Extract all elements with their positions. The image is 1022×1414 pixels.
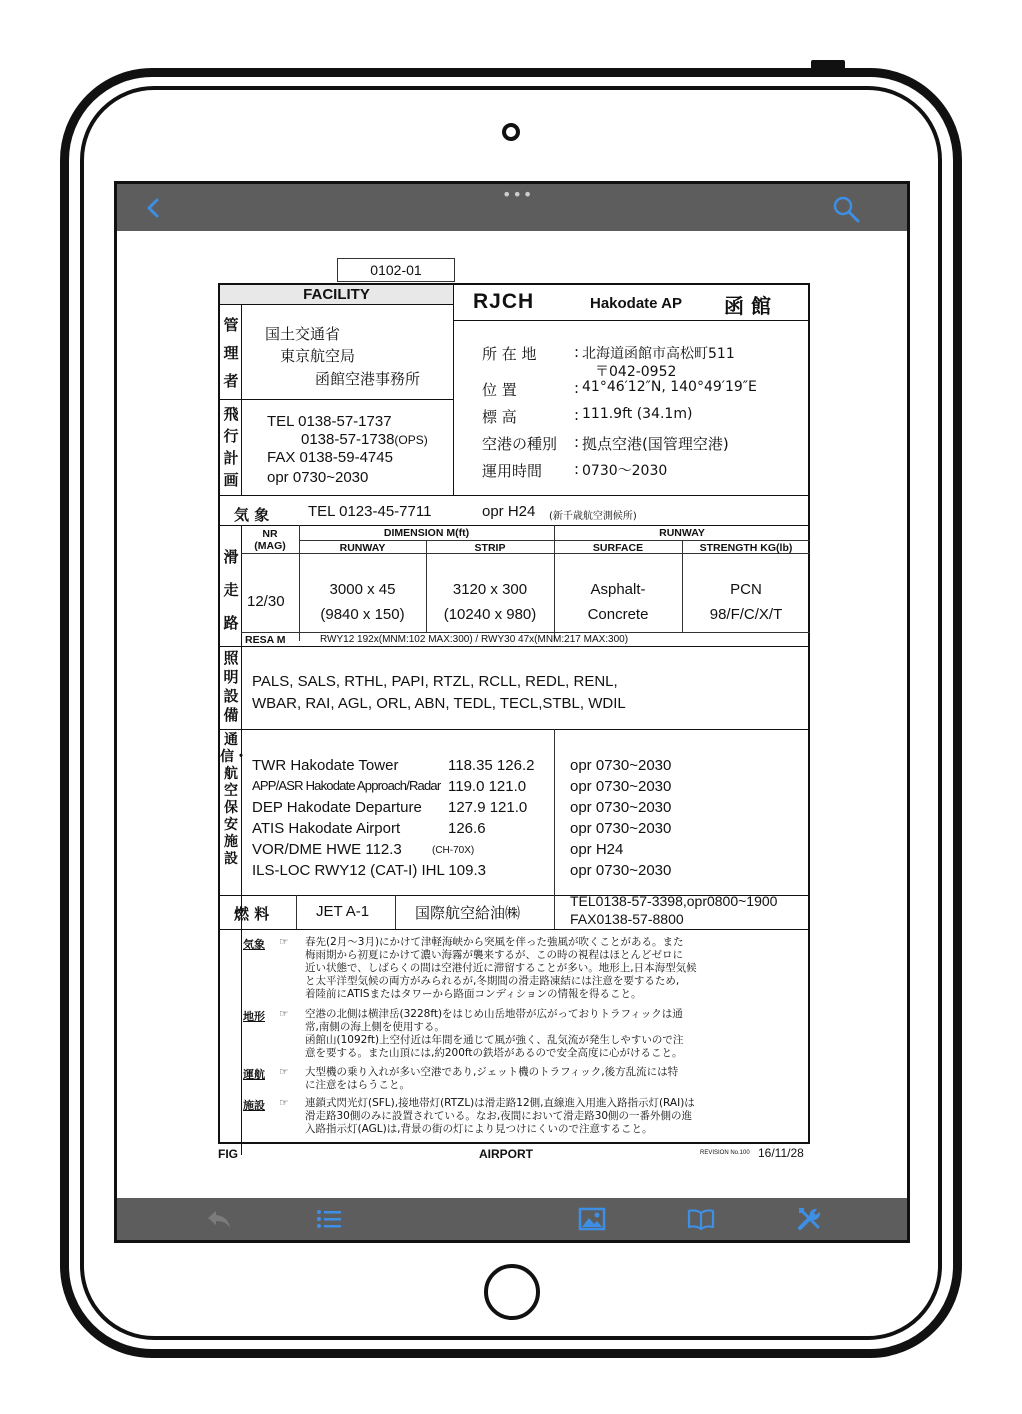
note-tag-facilities: 施設 bbox=[243, 1099, 265, 1112]
facility-header: FACILITY bbox=[303, 286, 370, 303]
col-surface: SURFACE bbox=[592, 542, 644, 554]
comms-row-4-opr: opr H24 bbox=[570, 841, 624, 858]
hours: 0730〜2030 bbox=[582, 463, 668, 479]
strength-line2: 98/F/C/X/T bbox=[709, 606, 783, 623]
airport-name: Hakodate AP bbox=[590, 295, 682, 312]
comms-row-3-freq: 126.6 bbox=[448, 820, 486, 837]
note-pointer-icon: ☞ bbox=[279, 1008, 289, 1020]
comms-row-3-opr: opr 0730~2030 bbox=[570, 820, 672, 837]
lighting-line1: PALS, SALS, RTHL, PAPI, RTZL, RCLL, REDL, RENL, bbox=[252, 673, 618, 690]
fuel-company: 国際航空給油㈱ bbox=[415, 904, 521, 922]
comms-row-3-name: ATIS Hakodate Airport bbox=[252, 820, 401, 837]
col-strip: STRIP bbox=[474, 542, 506, 554]
strip-dimension: 3120 x 300 bbox=[452, 581, 528, 598]
flight-plan-fax: 0138-59-4745 bbox=[299, 449, 393, 466]
surface-line2: Concrete bbox=[587, 606, 649, 623]
resa-label: RESA M bbox=[245, 634, 286, 646]
airport-document: 0102-01 FACILITY RJCH Hakodate AP 函 館 管理者 国土交通省 東京航空局 函館空港事務所 飛行計画 TEL 0138-57-1737 0138-57-1738(OPS) FAX 0138-59-4745 opr 0730~2030 所 在 地 : 北海道函館市高松町511 〒042-0952 位 置 : 41°46′12″N, 140°49′19″E 標 高 : 111.9ft (34.1m) 空港の種別 : 拠点空港(国管理空港) 運用時間 : 0730〜2030 気 象 TEL 0123-45-7711 opr H24 (新千歳航空測候所) 滑走路 NR (MAG) DIMENSION M(ft) RUNWAY RUNWAY STRIP SURFACE STRENGTH KG(lb) 12/30 3000 x 45 (9840 x 150) 3120 x 300 (10240 x 980) Asphalt- Concrete PCN 98/F/C/X/T RESA M RWY12 192x(MNM:102 MAX:300) / RWY30 47x(MNM:217 MAX:300) 照明設備 PALS, SALS, RTHL, PAPI, RTZL, RCLL, REDL, RENL, WBAR, RAI, AGL, ORL, ABN, TEDL, TECL,STBL, WDIL 通信・航空保安施設 TWR Hakodate Tower 118.35 126.2 opr 0730~2030 APP/ASR Hakodate Approach/Radar 119.0 121.0 opr 0730~2030 DEP Hakodate Departure 127.9 121.0 opr 0730~2030 ATIS Hakodate Airport 126.6 opr 0730~2030 VOR/DME HWE 112.3 (CH-70X) opr H24 ILS-LOC RWY12 (CAT-I) IHL 109.3 opr 0730~2030 燃 料 JET A-1 国際航空給油㈱ TEL0138-57-3398,opr0800~1900 FAX0138-57-8800 気象 ☞ 春先(2月〜3月)にかけて津軽海峡から突風を伴った強風が吹くことがある。また 梅雨期から初夏にかけて濃い海霧が襲来するが、この時の視程はほとんどゼロに 近い状態で、しばらくの間は空港付近に滞留することが多い。地形上,日本海型気候 と太平洋型気候の両方がみられるが,冬期間の滑走路凍結には注意を要するため, 着陸前にATISまたはタワーから路面コンディションの情報を得ること。 地形 ☞ 空港の北側は横津岳(3228ft)をはじめ山岳地帯が広がっておりトラフィックは通 常,南側の海上側を使用する。 函館山(1092ft)上空付近は年間を通じて風が強く、乱気流が発生しやすいので注 意を要する。また山頂には,約200ftの鉄塔があるので安全高度に心がけること。 運航 ☞ 大型機の乗り入れが多い空港であり,ジェット機のトラフィック,後方乱流には特 に注意をはらうこと。 施設 ☞ 連鎖式閃光灯(SFL),接地帯灯(RTZL)は滑走路12側,直線進入用進入路指示灯(RAI)は 滑走路30側のみに設置されている。なお,夜間において滑走路30側の一番外側の進 入路指示灯(AGL)は,背景の街の灯により見つけにくいので注意すること。 FIG AIRPORT REVISION No.100 16/11/28 bbox=[117, 231, 907, 1201]
strip-dimension-ft: (10240 x 980) bbox=[443, 606, 537, 623]
runway-nr: 12/30 bbox=[247, 593, 285, 610]
airport-name-jp: 函 館 bbox=[724, 294, 771, 318]
tools-icon[interactable] bbox=[796, 1206, 824, 1232]
elevation: 111.9ft (34.1m) bbox=[582, 406, 693, 422]
note-tag-operations: 運航 bbox=[243, 1068, 265, 1081]
list-icon[interactable] bbox=[315, 1206, 343, 1232]
screen bbox=[114, 181, 910, 1243]
note-operations: 大型機の乗り入れが多い空港であり,ジェット機のトラフィック,後方乱流には特 に注意をはらうこと。 bbox=[305, 1066, 679, 1091]
comms-row-2-freq: 127.9 121.0 bbox=[448, 799, 528, 816]
manager-line1: 国土交通省 bbox=[265, 325, 341, 343]
comms-row-2-name: DEP Hakodate Departure bbox=[252, 799, 422, 816]
col-nr: NR bbox=[262, 528, 278, 540]
address: 北海道函館市高松町511 bbox=[582, 346, 735, 362]
elevation-label: 標 高 bbox=[482, 408, 517, 426]
position: 41°46′12″N, 140°49′19″E bbox=[582, 379, 757, 395]
resa-values: RWY12 192x(MNM:102 MAX:300) / RWY30 47x(MNM:217 MAX:300) bbox=[320, 634, 629, 645]
col-dimension: DIMENSION M(ft) bbox=[383, 527, 470, 539]
drag-grip[interactable]: ••• bbox=[502, 185, 534, 204]
note-pointer-icon: ☞ bbox=[279, 936, 289, 948]
surface-line1: Asphalt- bbox=[590, 581, 646, 598]
front-camera bbox=[502, 123, 520, 141]
col-runway-group: RUNWAY bbox=[659, 527, 705, 539]
top-toolbar bbox=[117, 184, 907, 231]
postal-code: 〒042-0952 bbox=[595, 364, 677, 380]
fuel-tel: TEL0138-57-3398,opr0800~1900 bbox=[570, 893, 778, 909]
col-runway: RUNWAY bbox=[339, 542, 386, 554]
note-tag-weather: 気象 bbox=[243, 938, 265, 951]
opr-label: opr bbox=[267, 469, 289, 486]
comms-row-0-name: TWR Hakodate Tower bbox=[252, 757, 399, 774]
note-pointer-icon: ☞ bbox=[279, 1066, 289, 1078]
manager-line2: 東京航空局 bbox=[280, 347, 356, 365]
note-pointer-icon: ☞ bbox=[279, 1097, 289, 1109]
figure-number: 0102-01 bbox=[337, 258, 455, 282]
comms-row-1-name: APP/ASR Hakodate Approach/Radar bbox=[252, 778, 441, 793]
hours-label: 運用時間 bbox=[482, 462, 543, 480]
search-icon[interactable] bbox=[831, 194, 861, 224]
flight-plan-tel2: 0138-57-1738 bbox=[301, 431, 395, 448]
manager-line3: 函館空港事務所 bbox=[315, 370, 421, 388]
comms-row-5-opr: opr 0730~2030 bbox=[570, 862, 672, 879]
ops-note: (OPS) bbox=[394, 433, 428, 447]
tel-label: TEL bbox=[267, 413, 294, 430]
comms-row-1-freq: 119.0 121.0 bbox=[448, 778, 527, 795]
runway-dimension-ft: (9840 x 150) bbox=[320, 606, 405, 623]
back-icon[interactable] bbox=[141, 194, 165, 222]
weather-opr: opr H24 bbox=[482, 503, 536, 520]
note-weather: 春先(2月〜3月)にかけて津軽海峡から突風を伴った強風が吹くことがある。また 梅雨期から初夏にかけて濃い海霧が襲来するが、この時の視程はほとんどゼロに 近い状態で、しばらくの間は空港付近に滞留することが多い。地形上,日本海型気候 と太平洋型気候の両方がみられるが,冬期間の滑走路凍結には注意を要するため, 着陸前にATISまたはタワーから路面コンディションの情報を得ること。 bbox=[305, 936, 697, 1000]
col-mag: (MAG) bbox=[254, 540, 286, 552]
weather-label: 気 象 bbox=[234, 506, 270, 524]
fax-label: FAX bbox=[267, 449, 296, 466]
comms-row-4-freq: (CH-70X) bbox=[432, 845, 475, 856]
note-tag-terrain: 地形 bbox=[243, 1010, 265, 1023]
lighting-line2: WBAR, RAI, AGL, ORL, ABN, TEDL, TECL,STBL, WDIL bbox=[252, 695, 626, 712]
footer-date: 16/11/28 bbox=[758, 1146, 804, 1160]
flight-plan-opr: 0730~2030 bbox=[292, 469, 369, 486]
comms-row-4-name: VOR/DME HWE 112.3 bbox=[252, 841, 402, 858]
weather-tel: TEL 0123-45-7711 bbox=[308, 503, 432, 520]
flight-plan-label: 飛行計画 bbox=[223, 405, 239, 489]
bottom-toolbar bbox=[117, 1198, 907, 1240]
fuel-type: JET A-1 bbox=[316, 903, 370, 920]
col-strength: STRENGTH KG(lb) bbox=[699, 542, 793, 554]
comms-row-0-opr: opr 0730~2030 bbox=[570, 757, 672, 774]
comms-row-5-name: ILS-LOC RWY12 (CAT-I) IHL 109.3 bbox=[252, 862, 486, 879]
lighting-label: 照明設備 bbox=[223, 649, 239, 724]
comms-row-0-freq: 118.35 126.2 bbox=[448, 757, 535, 774]
note-terrain: 空港の北側は横津岳(3228ft)をはじめ山岳地帯が広がっておりトラフィックは通 常,南側の海上側を使用する。 函館山(1092ft)上空付近は年間を通じて風が強く、乱気流が発生しやすいので注 意を要する。また山頂には,約200ftの鉄塔があるので安全高度に心がけること。 bbox=[305, 1008, 684, 1059]
footer-revision: REVISION No.100 bbox=[700, 1150, 750, 1156]
note-facilities: 連鎖式閃光灯(SFL),接地帯灯(RTZL)は滑走路12側,直線進入用進入路指示灯(RAI)は 滑走路30側のみに設置されている。なお,夜間において滑走路30側の一番外側の進 入路指示灯(AGL)は,背景の街の灯により見つけにくいので注意すること。 bbox=[305, 1097, 695, 1135]
address-label: 所 在 地 bbox=[482, 345, 537, 363]
airport-type: 拠点空港(国管理空港) bbox=[582, 435, 729, 453]
airport-code: RJCH bbox=[473, 290, 535, 313]
image-icon[interactable] bbox=[578, 1206, 606, 1232]
fuel-fax: FAX0138-57-8800 bbox=[570, 911, 684, 927]
reply-icon[interactable] bbox=[205, 1206, 233, 1232]
airport-type-label: 空港の種別 bbox=[482, 435, 558, 453]
strength-line1: PCN bbox=[730, 581, 762, 598]
weather-note: (新千歳航空測候所) bbox=[549, 511, 637, 522]
runway-label: 滑走路 bbox=[223, 548, 239, 632]
book-icon[interactable] bbox=[687, 1206, 715, 1232]
flight-plan-tel: 0138-57-1737 bbox=[298, 413, 392, 430]
fuel-label: 燃 料 bbox=[234, 905, 270, 923]
manager-label: 管理者 bbox=[223, 316, 239, 390]
runway-dimension: 3000 x 45 bbox=[329, 581, 396, 598]
comms-row-2-opr: opr 0730~2030 bbox=[570, 799, 672, 816]
comms-row-1-opr: opr 0730~2030 bbox=[570, 778, 672, 795]
comms-label: 通信・航空保安施設 bbox=[220, 732, 248, 867]
footer-airport: AIRPORT bbox=[479, 1147, 533, 1161]
position-label: 位 置 bbox=[482, 381, 517, 399]
footer-fig: FIG bbox=[218, 1147, 238, 1161]
home-button[interactable] bbox=[484, 1264, 540, 1320]
